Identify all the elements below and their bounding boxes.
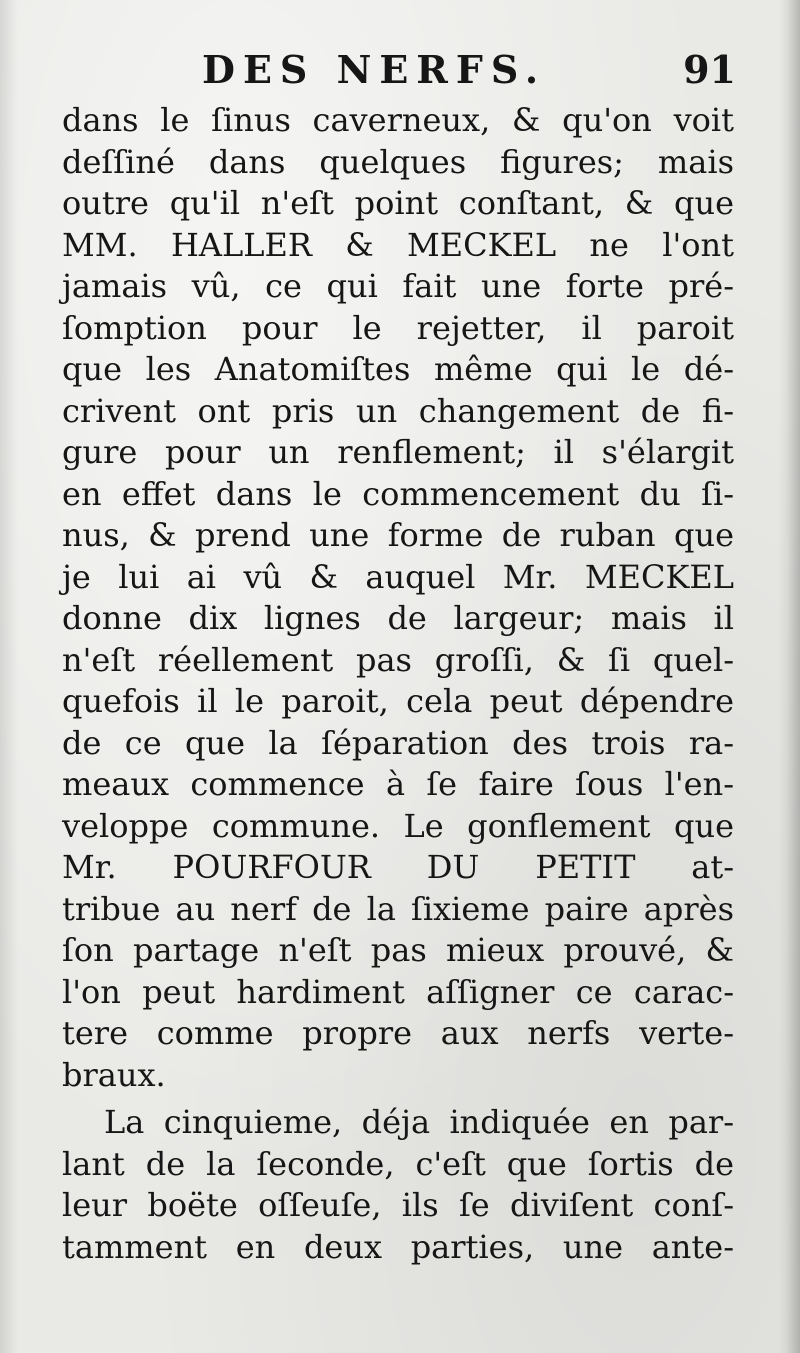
body-text	[62, 100, 734, 1268]
text-line: nus, & prend une forme de ruban que	[62, 516, 734, 554]
paragraph-1	[62, 100, 734, 1096]
text-line: en effet dans le commencement du ſi-	[62, 474, 734, 513]
text-line: ſon partage n'eſt pas mieux prouvé, &	[62, 931, 734, 969]
text-line: l'on peut hardiment aſſigner ce carac-	[62, 972, 734, 1011]
text-line: tribue au nerf de la ſixieme paire après	[62, 889, 734, 928]
text-line: je lui ai vû & auquel Mr. MECKEL	[62, 557, 734, 596]
text-line: veloppe commune. Le gonflement que	[62, 806, 734, 845]
text-line: MM. HALLER & MECKEL ne l'ont	[62, 225, 734, 264]
page-shadow-right	[778, 0, 800, 1353]
text-line: de ce que la ſéparation des trois ra-	[62, 723, 734, 762]
paragraph-2	[62, 1102, 734, 1268]
text-line: tamment en deux parties, une ante-	[62, 1227, 734, 1266]
page-header	[62, 40, 742, 100]
text-line: meaux commence à ſe faire ſous l'en-	[62, 765, 734, 803]
text-line: deſſiné dans quelques figures; mais	[62, 142, 734, 181]
text-line: jamais vû, ce qui fait une forte pré-	[62, 267, 734, 305]
text-line: tere comme propre aux nerfs verte-	[62, 1014, 734, 1052]
text-line: leur boëte oſſeuſe, ils ſe diviſent conſ-	[62, 1186, 734, 1224]
text-line: gure pour un renflement; il s'élargit	[62, 433, 734, 471]
text-line: ſomption pour le rejetter, il paroit	[62, 308, 734, 347]
text-line: braux.	[62, 1055, 166, 1094]
text-line: La cinquieme, déja indiquée en par-	[104, 1103, 734, 1141]
page-number: 91	[683, 47, 736, 92]
running-title: DES NERFS.	[202, 47, 547, 92]
text-line: quefois il le paroit, cela peut dépendre	[62, 682, 734, 720]
text-line: que les Anatomiſtes même qui le dé-	[62, 350, 734, 388]
text-line: Mr. POURFOUR DU PETIT at-	[62, 848, 734, 886]
text-line: crivent ont pris un changement de fi-	[62, 391, 734, 430]
text-line: outre qu'il n'eſt point conſtant, & que	[62, 184, 734, 222]
text-line: lant de la ſeconde, c'eſt que ſortis de	[62, 1144, 734, 1183]
text-line: n'eſt réellement pas groſſi, & ſi quel-	[62, 640, 734, 679]
text-line: donne dix lignes de largeur; mais il	[62, 599, 734, 637]
text-line: dans le ſinus caverneux, & qu'on voit	[62, 101, 734, 139]
page-shadow-left	[0, 0, 18, 1353]
